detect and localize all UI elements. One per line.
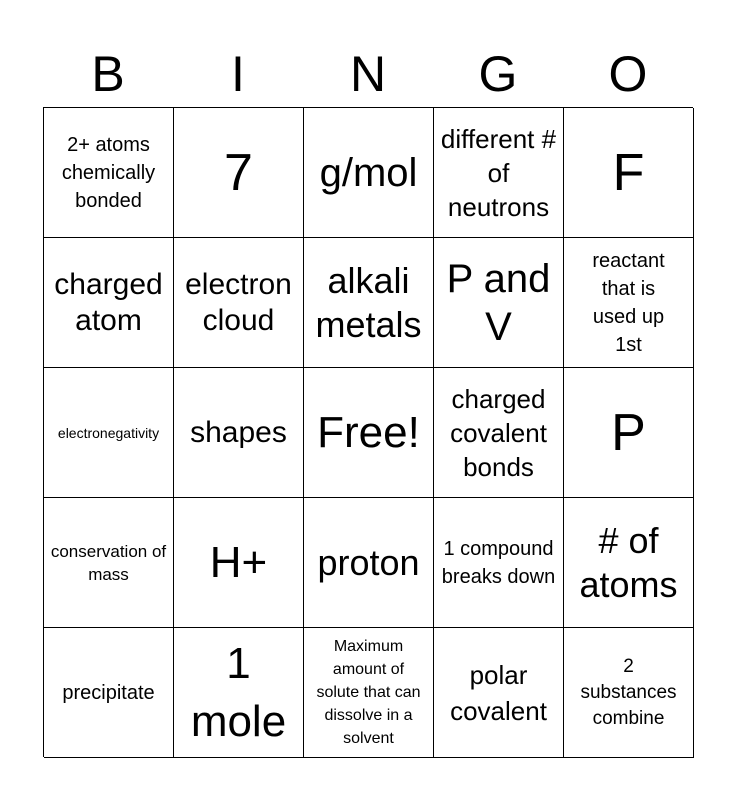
bingo-cell[interactable] bbox=[434, 628, 564, 758]
cell-text: P and V bbox=[446, 256, 551, 349]
bingo-cell[interactable] bbox=[304, 368, 434, 498]
bingo-cell[interactable] bbox=[304, 108, 434, 238]
cell-text: P bbox=[611, 403, 646, 462]
bingo-cell[interactable] bbox=[174, 628, 304, 758]
bingo-cell[interactable] bbox=[304, 498, 434, 628]
cell-text: 2+ atoms chemically bonded bbox=[61, 133, 156, 212]
bingo-cell[interactable] bbox=[564, 108, 694, 238]
cell-text: 1 mole bbox=[190, 638, 287, 746]
bingo-cell[interactable] bbox=[304, 238, 434, 368]
cell-text: H+ bbox=[209, 537, 268, 587]
cell-text: 2 substances combine bbox=[580, 655, 677, 729]
header-letter-n: N bbox=[349, 46, 387, 102]
header-letter-i: I bbox=[231, 46, 245, 102]
bingo-cell[interactable] bbox=[564, 628, 694, 758]
cell-text: charged covalent bonds bbox=[450, 383, 547, 482]
cell-text: 7 bbox=[224, 143, 253, 202]
cell-text: precipitate bbox=[62, 681, 155, 704]
header-letter-b: B bbox=[91, 46, 125, 102]
cell-text: polar covalent bbox=[450, 659, 547, 726]
bingo-cell[interactable] bbox=[564, 368, 694, 498]
bingo-cell[interactable] bbox=[174, 498, 304, 628]
cell-text: different # of neutrons bbox=[440, 123, 557, 222]
cell-text: 1 compound breaks down bbox=[441, 537, 556, 588]
cell-text: g/mol bbox=[319, 150, 418, 195]
cell-text: charged atom bbox=[54, 267, 163, 337]
bingo-cell[interactable] bbox=[434, 368, 564, 498]
bingo-cell[interactable] bbox=[44, 498, 174, 628]
bingo-cell[interactable] bbox=[44, 368, 174, 498]
bingo-header bbox=[43, 40, 693, 108]
bingo-cell[interactable] bbox=[434, 498, 564, 628]
bingo-cell[interactable] bbox=[174, 238, 304, 368]
cell-text: shapes bbox=[190, 415, 287, 449]
bingo-cell[interactable] bbox=[564, 238, 694, 368]
bingo-cell[interactable] bbox=[44, 108, 174, 238]
bingo-cell[interactable] bbox=[304, 628, 434, 758]
bingo-cell[interactable] bbox=[44, 628, 174, 758]
cell-text: Maximum amount of solute that can dissolve in a solvent bbox=[316, 638, 421, 747]
bingo-cell[interactable] bbox=[564, 498, 694, 628]
cell-text: Free! bbox=[317, 407, 420, 457]
bingo-cell[interactable] bbox=[44, 238, 174, 368]
header-letter-o: O bbox=[608, 46, 648, 102]
cell-text: reactant that is used up 1st bbox=[592, 249, 665, 356]
cell-text: # of atoms bbox=[579, 519, 678, 605]
cell-text: proton bbox=[317, 541, 420, 583]
cell-text: alkali metals bbox=[315, 259, 422, 345]
cell-text: electronegativity bbox=[57, 424, 160, 441]
bingo-cell[interactable] bbox=[434, 238, 564, 368]
cell-text: electron cloud bbox=[185, 267, 292, 337]
bingo-cell[interactable] bbox=[174, 368, 304, 498]
bingo-cell[interactable] bbox=[434, 108, 564, 238]
cell-text: F bbox=[612, 143, 645, 202]
bingo-card bbox=[43, 107, 693, 757]
cell-text: conservation of mass bbox=[50, 541, 167, 584]
header-letter-g: G bbox=[478, 46, 518, 102]
bingo-cell[interactable] bbox=[174, 108, 304, 238]
